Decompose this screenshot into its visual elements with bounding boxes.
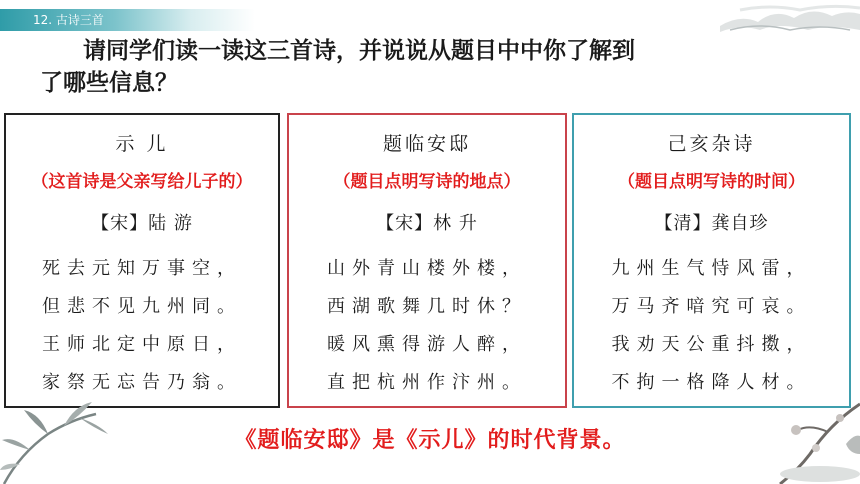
poem-line: 西湖歌舞几时休？ — [327, 296, 527, 317]
poem-line: 家祭无忘告乃翁。 — [42, 372, 242, 393]
poem-lines — [289, 250, 565, 402]
poem-line: 我劝天公重抖擞， — [611, 334, 812, 355]
conclusion-text: 《题临安邸》是《示儿》的时代背景。 — [234, 427, 626, 453]
poem-title: 题临安邸 — [382, 133, 471, 155]
poem-note: （题目点明写诗的地点） — [333, 172, 521, 192]
poem-line: 王师北定中原日， — [42, 334, 242, 355]
poem-line: 九州生气恃风雷， — [611, 258, 812, 279]
poem-title: 己亥杂诗 — [667, 133, 756, 155]
poem-line: 山外青山楼外楼， — [327, 258, 527, 279]
poem-author: 【宋】林 升 — [376, 213, 478, 234]
poem-note: （这首诗是父亲写给儿子的） — [31, 172, 253, 192]
poem-line: 死去元知万事空， — [42, 258, 242, 279]
poem-lines — [6, 250, 278, 402]
poem-line: 直把杭州作汴州。 — [327, 372, 527, 393]
question-line-1: 请同学们读一读这三首诗，并说说从题目中中你了解到 — [83, 37, 635, 64]
poem-title: 示 儿 — [115, 133, 169, 155]
poem-line: 暖风熏得游人醉， — [327, 334, 527, 355]
question-prompt — [40, 35, 810, 99]
poem-card-shier — [4, 113, 280, 408]
question-line-2: 了哪些信息？ — [40, 69, 178, 96]
poem-author: 【清】龚自珍 — [654, 213, 769, 234]
plum-blossom-icon — [750, 374, 860, 484]
poem-line: 但悲不见九州同。 — [42, 296, 242, 317]
poem-line: 不拘一格降人材。 — [611, 372, 812, 393]
lesson-tag — [0, 9, 255, 31]
poem-author: 【宋】陆 游 — [91, 213, 193, 234]
poem-note: （题目点明写诗的时间） — [618, 172, 805, 192]
poem-card-ti-lin-an-di — [287, 113, 567, 408]
poem-line: 万马齐喑究可哀。 — [611, 296, 812, 317]
lesson-title: 12. 古诗三首 — [33, 13, 104, 27]
poem-card-ji-hai-za-shi — [572, 113, 851, 408]
